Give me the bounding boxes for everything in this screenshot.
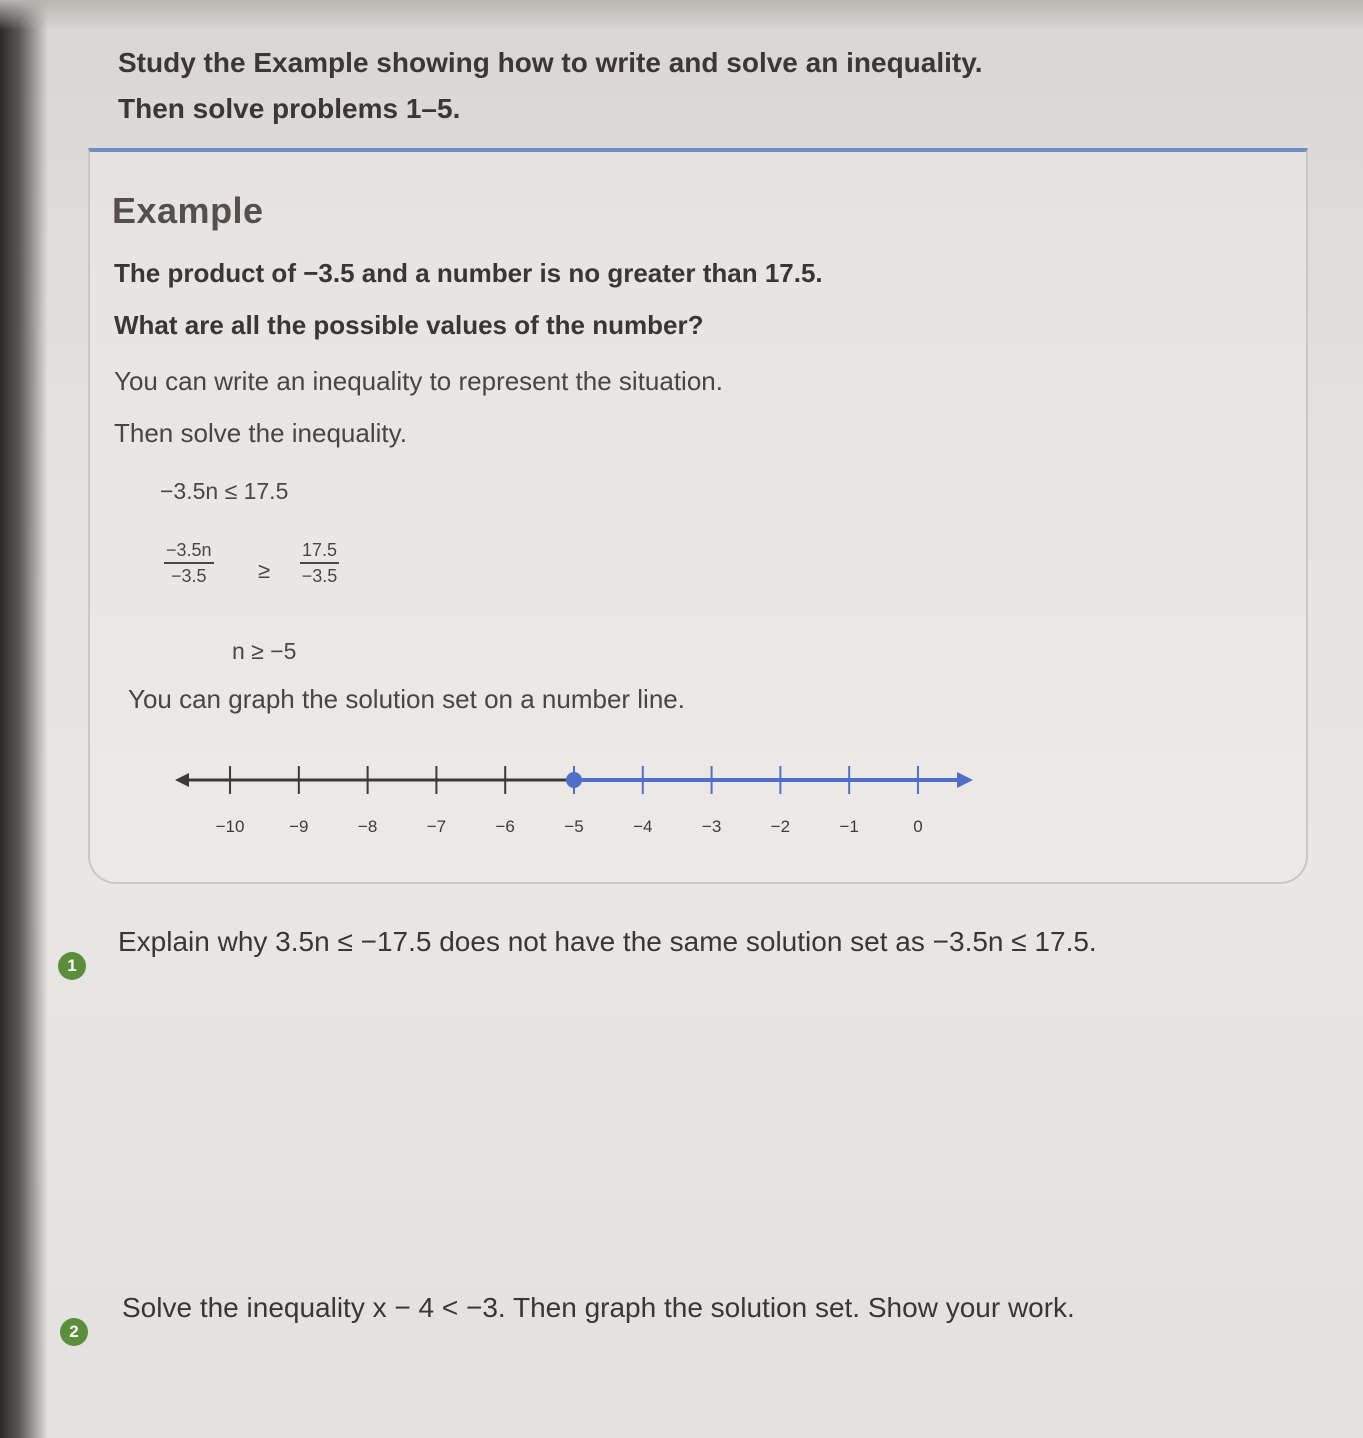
problem-line-2: What are all the possible values of the number? bbox=[114, 310, 704, 340]
tick-label: −8 bbox=[357, 817, 378, 836]
problem-line-1: The product of −3.5 and a number is no greater than 17.5. bbox=[114, 258, 823, 288]
problem-2-badge: 2 bbox=[60, 1318, 88, 1346]
top-cutoff-band bbox=[0, 0, 1363, 30]
problem-1-text: Explain why 3.5n ≤ −17.5 does not have the same solution set as −3.5n ≤ 17.5. bbox=[118, 926, 1097, 957]
instructions-line-2: Then solve problems 1–5. bbox=[118, 93, 461, 124]
left-denominator: −3.5 bbox=[171, 566, 207, 586]
tick-label: 0 bbox=[913, 817, 923, 836]
inequality-step-1: −3.5n ≤ 17.5 bbox=[160, 478, 289, 504]
left-numerator: −3.5n bbox=[164, 540, 214, 564]
tick-label: −6 bbox=[495, 817, 515, 836]
number-line-graph bbox=[165, 740, 985, 850]
inequality-step-3: n ≥ −5 bbox=[232, 638, 297, 664]
tick-label: −3 bbox=[701, 817, 722, 836]
explain-line-2: Then solve the inequality. bbox=[114, 418, 407, 448]
example-title: Example bbox=[112, 190, 264, 231]
page-edge-shadow bbox=[0, 0, 48, 1438]
problem-2-text: Solve the inequality x − 4 < −3. Then graph the solution set. Show your work. bbox=[122, 1292, 1075, 1323]
tick-label: −10 bbox=[215, 817, 245, 836]
right-fraction bbox=[300, 540, 339, 587]
tick-label: −9 bbox=[289, 817, 309, 836]
right-numerator: 17.5 bbox=[300, 540, 339, 564]
tick-label: −7 bbox=[426, 817, 447, 836]
explain-line-1: You can write an inequality to represent the situation. bbox=[114, 366, 723, 396]
tick-label: −5 bbox=[564, 817, 584, 836]
problem-1-badge: 1 bbox=[58, 952, 86, 980]
number-line-left-arrow bbox=[175, 773, 189, 787]
left-fraction bbox=[164, 540, 214, 587]
tick-label: −4 bbox=[633, 817, 653, 836]
instructions-line-1: Study the Example showing how to write and solve an inequality. bbox=[118, 47, 983, 78]
number-line-right-arrow bbox=[957, 772, 973, 788]
step-2-symbol: ≥ bbox=[258, 558, 271, 583]
solution-closed-point bbox=[566, 772, 582, 788]
instructions bbox=[118, 40, 1218, 132]
tick-label: −1 bbox=[839, 817, 859, 836]
right-denominator: −3.5 bbox=[301, 566, 338, 586]
graph-note: You can graph the solution set on a number line. bbox=[128, 684, 685, 714]
tick-label: −2 bbox=[770, 817, 791, 836]
